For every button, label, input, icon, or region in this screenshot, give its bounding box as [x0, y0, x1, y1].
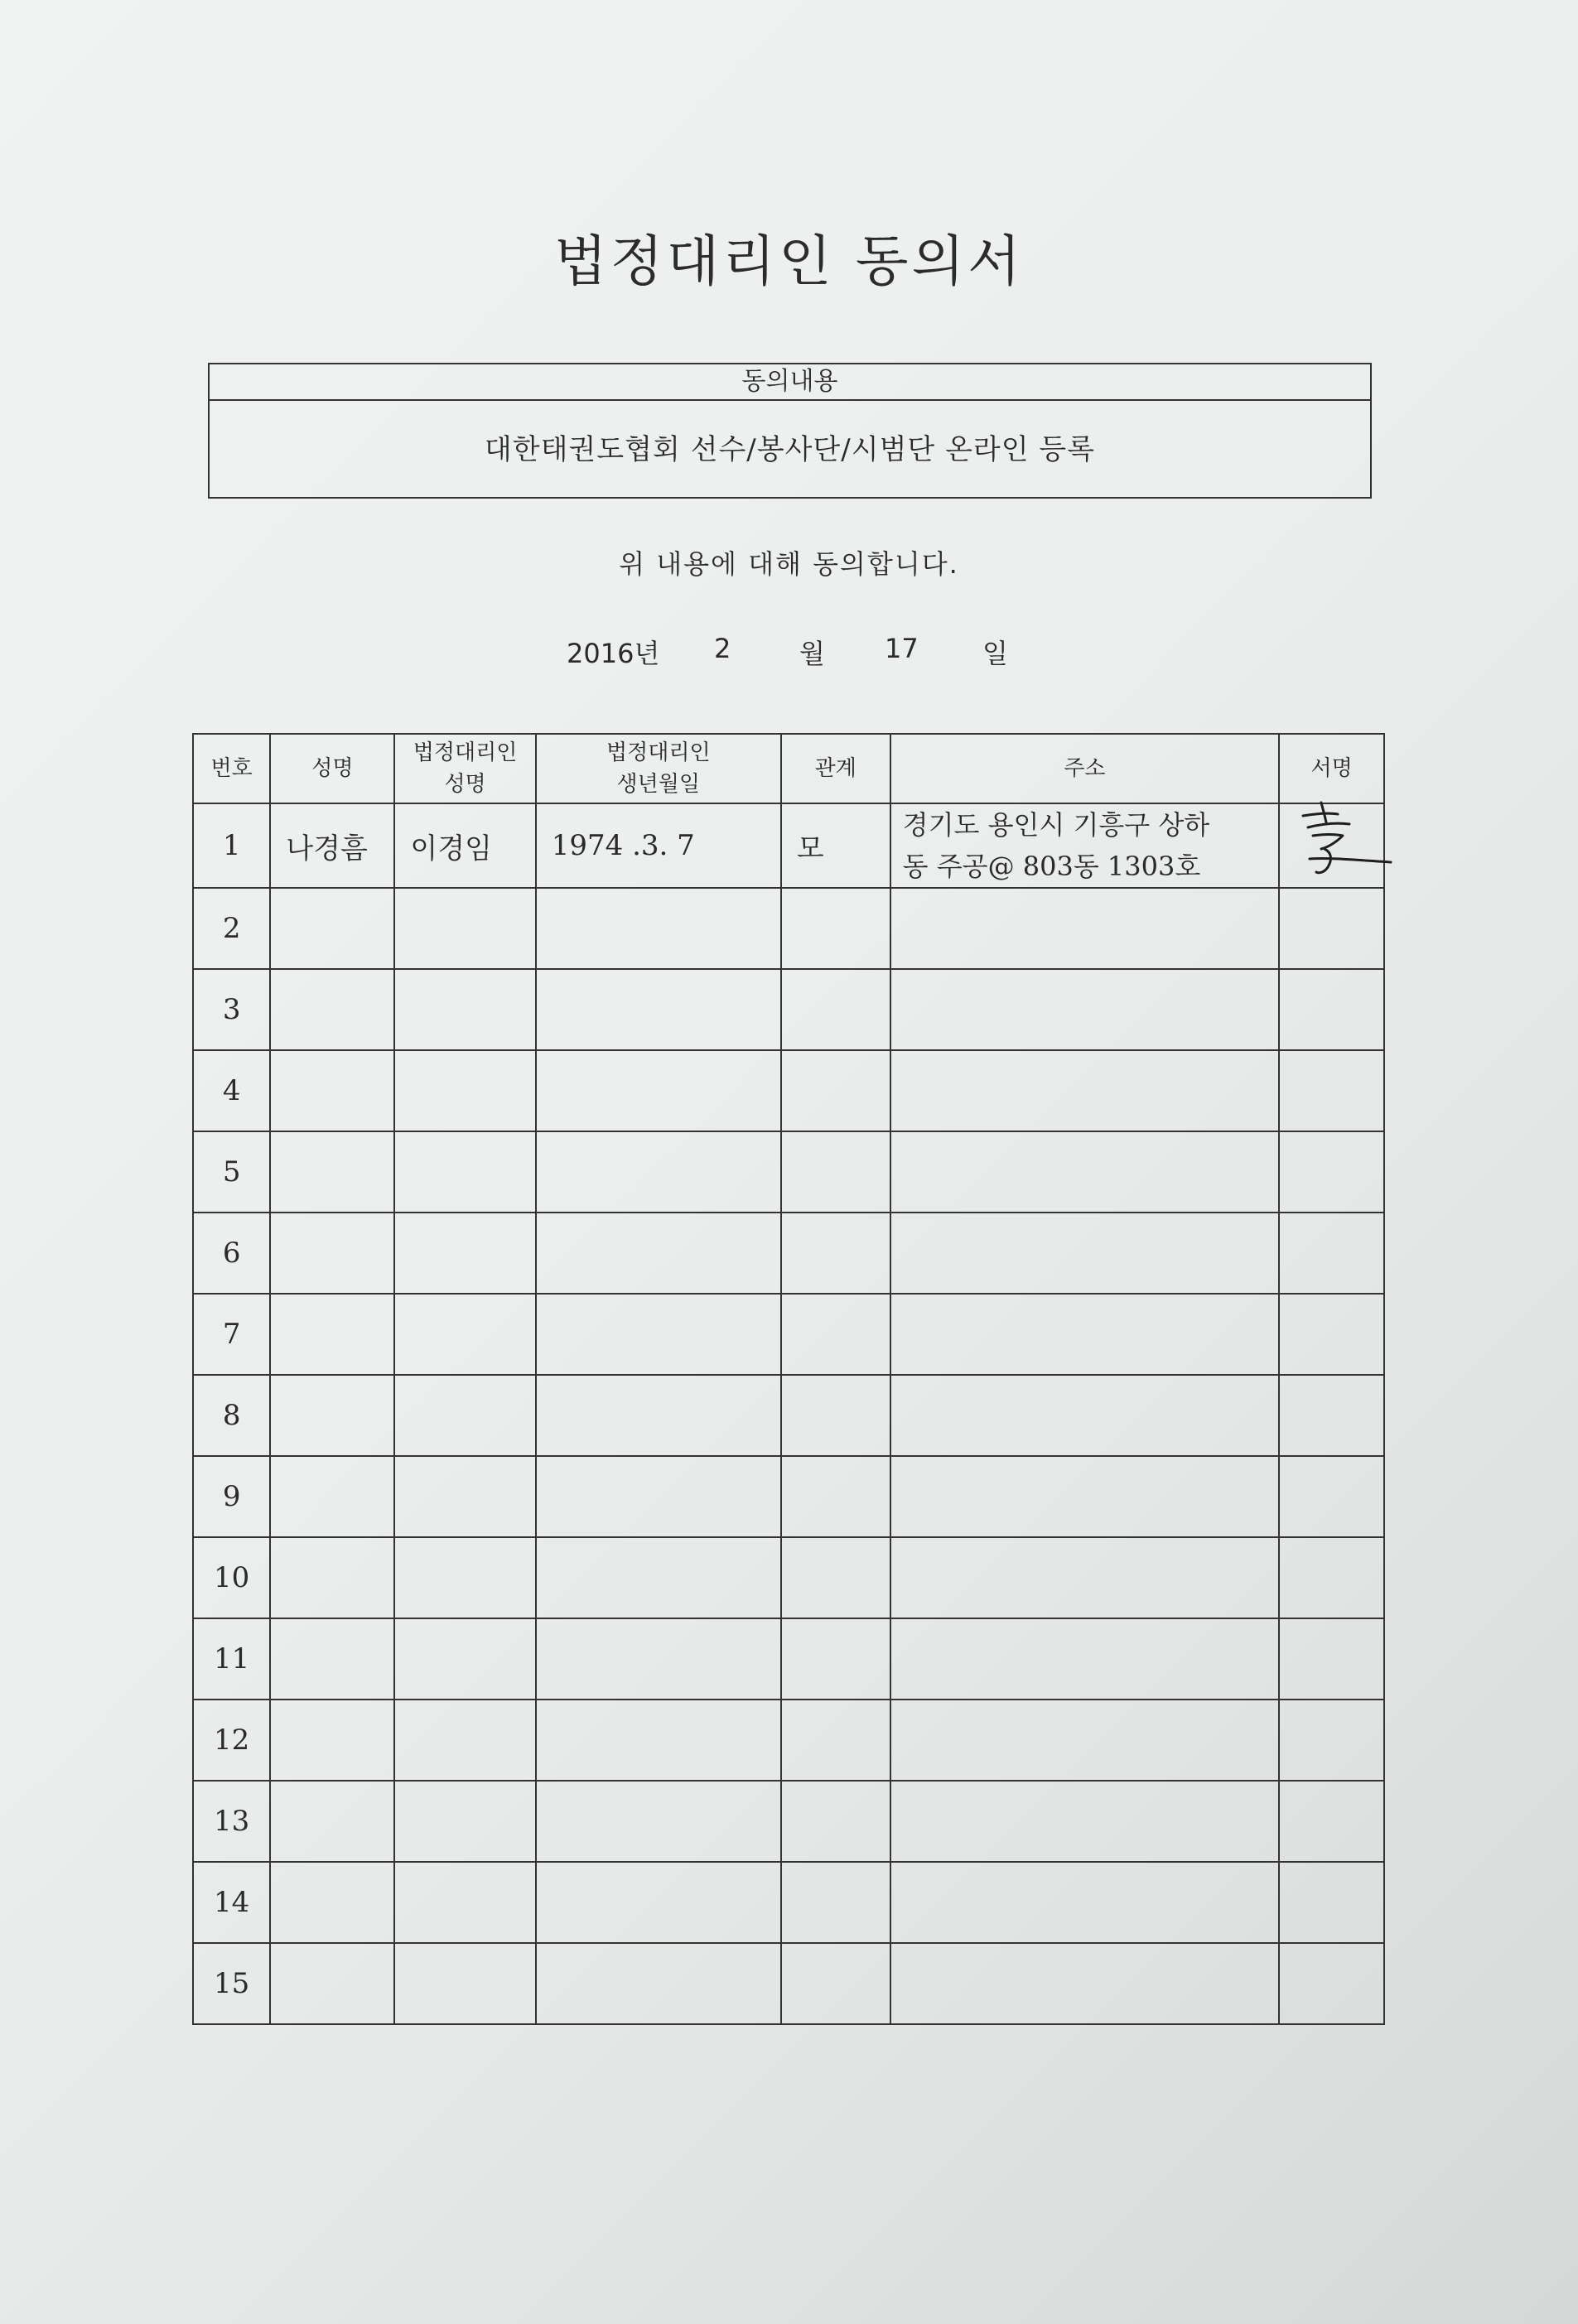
row-name — [270, 1862, 394, 1943]
table-row — [193, 803, 1384, 888]
row-address — [890, 1943, 1280, 2024]
row-relation — [781, 1862, 890, 1943]
table-row — [193, 1294, 1384, 1375]
row-no: 3 — [193, 969, 270, 1050]
row-signature — [1279, 1456, 1384, 1537]
date-month-label: 월 — [799, 638, 825, 669]
row-guardian-birth — [536, 1537, 781, 1618]
row-guardian-name — [394, 888, 535, 969]
row-guardian-name — [394, 969, 535, 1050]
row-no: 12 — [193, 1700, 270, 1781]
row-signature — [1279, 1375, 1384, 1456]
row-guardian-name — [394, 1943, 535, 2024]
table-row — [193, 1375, 1384, 1456]
table-row — [193, 1618, 1384, 1700]
row-guardian-birth — [536, 1131, 781, 1213]
table-header-row — [193, 734, 1384, 803]
row-relation — [781, 1213, 890, 1294]
header-guardian-birth — [536, 734, 781, 803]
row-relation — [781, 1700, 890, 1781]
row-guardian-birth — [536, 1618, 781, 1700]
row-guardian-birth: 1974 .3. 7 — [536, 803, 781, 888]
row-guardian-name — [394, 1131, 535, 1213]
row-no: 13 — [193, 1781, 270, 1862]
table-row — [193, 1537, 1384, 1618]
agreement-statement: 위 내용에 대해 동의합니다. — [619, 548, 959, 580]
row-guardian-name — [394, 1618, 535, 1700]
row-guardian-name — [394, 1781, 535, 1862]
row-signature — [1279, 1781, 1384, 1862]
row-no: 1 — [193, 803, 270, 888]
row-no: 2 — [193, 888, 270, 969]
row-address — [890, 1131, 1280, 1213]
row-name — [270, 1456, 394, 1537]
date-day-value: 17 — [885, 633, 919, 664]
row-signature — [1279, 969, 1384, 1050]
row-address — [890, 1050, 1280, 1131]
table-row — [193, 1862, 1384, 1943]
row-guardian-name — [394, 1862, 535, 1943]
header-guardian-birth-line2: 생년월일 — [616, 772, 701, 797]
row-name — [270, 969, 394, 1050]
row-relation — [781, 888, 890, 969]
row-address — [890, 803, 1280, 888]
date-day-label: 일 — [982, 638, 1008, 669]
date-year: 2016년 — [567, 638, 660, 669]
row-guardian-birth — [536, 1781, 781, 1862]
row-guardian-birth — [536, 1050, 781, 1131]
row-guardian-birth — [536, 888, 781, 969]
row-signature — [1279, 1294, 1384, 1375]
row-relation: 모 — [781, 803, 890, 888]
row-relation — [781, 1456, 890, 1537]
row-address — [890, 1862, 1280, 1943]
row-guardian-name — [394, 1294, 535, 1375]
row-signature — [1279, 1131, 1384, 1213]
row-no: 10 — [193, 1537, 270, 1618]
row-guardian-name — [394, 1700, 535, 1781]
row-relation — [781, 969, 890, 1050]
row-address — [890, 969, 1280, 1050]
header-name: 성명 — [270, 734, 394, 803]
row-name — [270, 1213, 394, 1294]
table-row — [193, 1943, 1384, 2024]
row-no: 11 — [193, 1618, 270, 1700]
row-guardian-name — [394, 1537, 535, 1618]
row-guardian-name — [394, 1456, 535, 1537]
row-relation — [781, 1537, 890, 1618]
row-relation — [781, 1375, 890, 1456]
row-name: 나경흠 — [270, 803, 394, 888]
row-guardian-birth — [536, 1375, 781, 1456]
row-no: 6 — [193, 1213, 270, 1294]
row-name — [270, 1700, 394, 1781]
row-name — [270, 1050, 394, 1131]
table-row — [193, 1050, 1384, 1131]
row-guardian-birth — [536, 1294, 781, 1375]
row-name — [270, 1618, 394, 1700]
row-no: 9 — [193, 1456, 270, 1537]
row-signature — [1279, 803, 1384, 888]
row-name — [270, 1781, 394, 1862]
guardian-table — [192, 733, 1385, 2025]
table-row — [193, 1131, 1384, 1213]
row-address — [890, 1781, 1280, 1862]
row-no: 4 — [193, 1050, 270, 1131]
row-name — [270, 1537, 394, 1618]
header-guardian-name-line2: 성명 — [444, 772, 486, 797]
table-row — [193, 888, 1384, 969]
row-no: 15 — [193, 1943, 270, 2024]
row-signature — [1279, 1537, 1384, 1618]
table-row — [193, 969, 1384, 1050]
row-no: 8 — [193, 1375, 270, 1456]
row-no: 14 — [193, 1862, 270, 1943]
row-signature — [1279, 1618, 1384, 1700]
row-guardian-name — [394, 1375, 535, 1456]
row-guardian-birth — [536, 1700, 781, 1781]
row-guardian-name — [394, 1213, 535, 1294]
row-signature — [1279, 888, 1384, 969]
table-row — [193, 1700, 1384, 1781]
row-relation — [781, 1618, 890, 1700]
row-address — [890, 1213, 1280, 1294]
row-address — [890, 1456, 1280, 1537]
table-row — [193, 1456, 1384, 1537]
header-no: 번호 — [193, 734, 270, 803]
row-name — [270, 1943, 394, 2024]
table-row — [193, 1213, 1384, 1294]
row-guardian-birth — [536, 1862, 781, 1943]
row-no: 5 — [193, 1131, 270, 1213]
row-address — [890, 1618, 1280, 1700]
consent-header: 동의내용 — [210, 364, 1370, 401]
header-guardian-name-line1: 법정대리인 — [413, 740, 518, 765]
row-guardian-birth — [536, 969, 781, 1050]
date-month-value: 2 — [714, 633, 731, 664]
row-signature — [1279, 1862, 1384, 1943]
row-address — [890, 1700, 1280, 1781]
row-signature — [1279, 1213, 1384, 1294]
row-signature — [1279, 1943, 1384, 2024]
row-guardian-birth — [536, 1213, 781, 1294]
handwritten-signature-icon — [1288, 798, 1396, 889]
row-relation — [781, 1050, 890, 1131]
row-relation — [781, 1131, 890, 1213]
row-name — [270, 1294, 394, 1375]
row-address-line1: 경기도 용인시 기흥구 상하 — [902, 809, 1210, 841]
row-address — [890, 1294, 1280, 1375]
row-address — [890, 1375, 1280, 1456]
row-name — [270, 888, 394, 969]
table-row — [193, 1781, 1384, 1862]
row-relation — [781, 1943, 890, 2024]
consent-content: 대한태권도협회 선수/봉사단/시범단 온라인 등록 — [484, 433, 1096, 466]
row-guardian-birth — [536, 1456, 781, 1537]
row-address — [890, 888, 1280, 969]
document-title: 법정대리인 동의서 — [553, 229, 1025, 293]
row-relation — [781, 1294, 890, 1375]
row-name — [270, 1131, 394, 1213]
row-name — [270, 1375, 394, 1456]
consent-content-box — [208, 363, 1372, 499]
row-address — [890, 1537, 1280, 1618]
row-no: 7 — [193, 1294, 270, 1375]
header-relation: 관계 — [781, 734, 890, 803]
row-address-line2: 동 주공@ 803동 1303호 — [902, 851, 1201, 882]
row-signature — [1279, 1050, 1384, 1131]
header-guardian-name — [394, 734, 535, 803]
row-guardian-name: 이경임 — [394, 803, 535, 888]
header-signature: 서명 — [1279, 734, 1384, 803]
row-guardian-name — [394, 1050, 535, 1131]
row-guardian-birth — [536, 1943, 781, 2024]
header-guardian-birth-line1: 법정대리인 — [606, 740, 711, 765]
row-signature — [1279, 1700, 1384, 1781]
header-address: 주소 — [890, 734, 1280, 803]
row-relation — [781, 1781, 890, 1862]
